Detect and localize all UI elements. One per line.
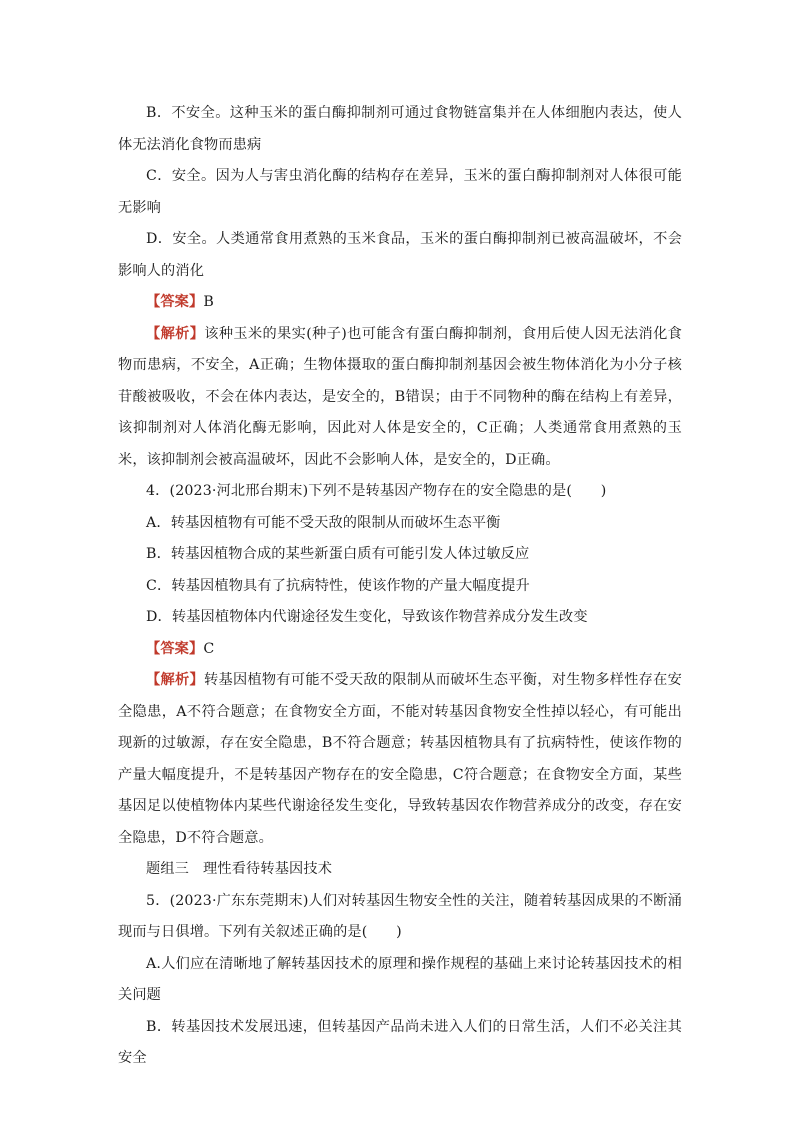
answer-value: C	[203, 640, 215, 657]
section-label: 题组三	[146, 861, 190, 877]
q5-stem: 5．(2023·广东东莞期末)人们对转基因生物安全性的关注，随着转基因成果的不断涌现而与日俱增。下列有关叙述正确的是( )	[118, 892, 682, 940]
q3-answer	[118, 287, 682, 319]
q3-analysis	[118, 319, 682, 477]
analysis-text: 该种玉米的果实(种子)也可能含有蛋白酶抑制剂，食用后使人因无法消化食物而患病，不安全，A正确；生物体摄取的蛋白酶抑制剂基因会被生物体消化为小分子核苷酸被吸收，不会在体内表达，是安全的，B错误；由于不同物种的酶在结构上有差异，该抑制剂对人体消化酶无影响，因此对人体是安全的，C正确；人类通常食用煮熟的玉米，该抑制剂会被高温破坏，因此不会影响人体，是安全的，D正确。	[118, 325, 682, 468]
document-page	[118, 98, 682, 1075]
section-heading	[118, 854, 682, 886]
q4-option-a: A．转基因植物有可能不受天敌的限制从而破坏生态平衡	[146, 514, 501, 531]
analysis-text: 转基因植物有可能不受天敌的限制从而破坏生态平衡，对生物多样性存在安全隐患，A不符合题意；在食物安全方面，不能对转基因食物安全性掉以轻心，有可能出现新的过敏源，存在安全隐患，B不符合题意；转基因植物具有了抗病特性，使该作物的产量大幅度提升，不是转基因产物存在的安全隐患，C符合题意；在食物安全方面，某些基因足以使植物体内某些代谢途径发生变化，导致转基因农作物营养成分的改变，存在安全隐患，D不符合题意。	[118, 672, 682, 846]
answer-tag: 【答案】	[146, 640, 204, 657]
q4-answer	[118, 634, 682, 666]
q3-option-b: B．不安全。这种玉米的蛋白酶抑制剂可通过食物链富集并在人体细胞内表达，使人体无法消化食物而患病	[118, 105, 682, 153]
answer-value: B	[203, 294, 214, 310]
q5-option-a: A.人们应在清晰地了解转基因技术的原理和操作规程的基础上来讨论转基因技术的相关问题	[118, 955, 682, 1003]
section-title: 理性看待转基因技术	[203, 861, 333, 877]
analysis-tag: 【解析】	[146, 325, 205, 342]
q4-analysis	[118, 665, 682, 854]
q4-option-c: C．转基因植物具有了抗病特性，使该作物的产量大幅度提升	[146, 577, 530, 594]
q5-option-b: B．转基因技术发展迅速，但转基因产品尚未进入人们的日常生活，人们不必关注其安全	[118, 1018, 682, 1066]
analysis-tag: 【解析】	[146, 672, 204, 688]
q4-stem: 4．(2023·河北邢台期末)下列不是转基因产物存在的安全隐患的是( )	[146, 483, 607, 499]
q3-option-d: D．安全。人类通常食用煮熟的玉米食品，玉米的蛋白酶抑制剂已被高温破坏，不会影响人的消化	[118, 231, 682, 279]
q4-option-b: B．转基因植物合成的某些新蛋白质有可能引发人体过敏反应	[146, 546, 530, 562]
q3-option-c: C．安全。因为人与害虫消化酶的结构存在差异，玉米的蛋白酶抑制剂对人体很可能无影响	[118, 168, 682, 216]
q4-option-d: D．转基因植物体内代谢途径发生变化，导致该作物营养成分发生改变	[146, 609, 588, 625]
answer-tag: 【答案】	[146, 294, 204, 310]
